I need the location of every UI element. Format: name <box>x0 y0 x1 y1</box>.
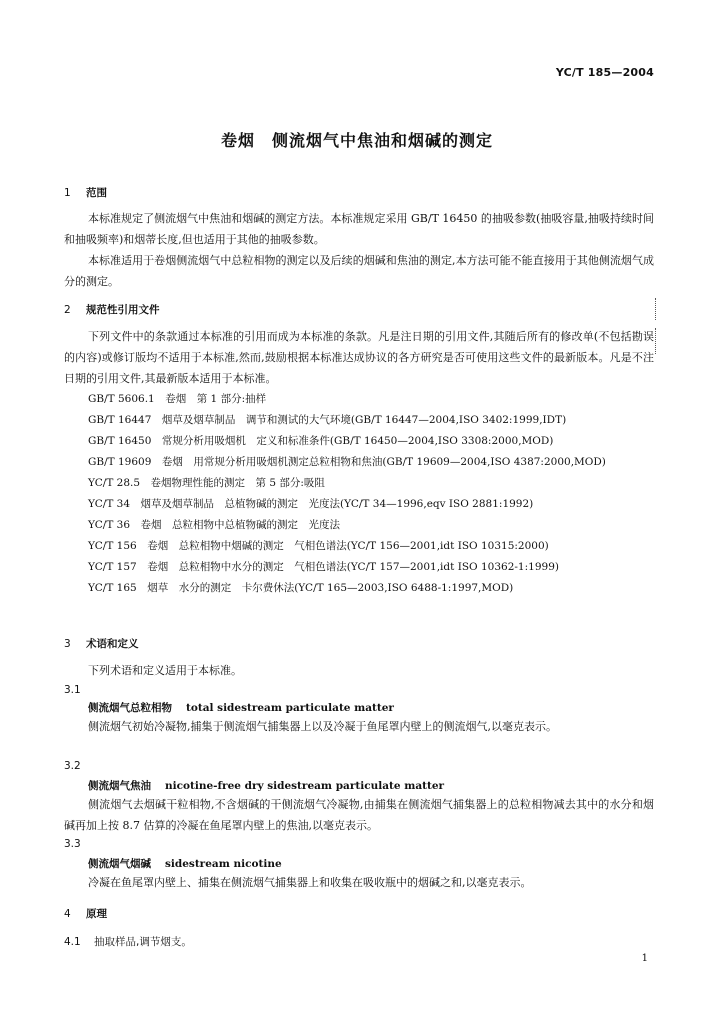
term-definition <box>64 716 654 737</box>
section-title: 规范性引用文件 <box>86 304 160 316</box>
section-number: 1 <box>64 187 71 199</box>
reference-item: YC/T 165 烟草 水分的测定 卡尔费休法(YC/T 165—2003,ISO 6488-1:1997,MOD) <box>88 582 514 594</box>
section-title: 原理 <box>86 908 107 920</box>
section-number: 3 <box>64 638 71 650</box>
term-heading <box>88 778 444 793</box>
document-title: 卷烟 侧流烟气中焦油和烟碱的测定 <box>220 131 493 150</box>
paragraph: 下列文件中的条款通过本标准的引用而成为本标准的条款。凡是注日期的引用文件,其随后所有的修改单(不包括勘误的内容)或修订版均不适用于本标准,然而,鼓励根据本标准达成协议的各方研究是否可使用这些文件的最新版本。凡是不注日期的引用文件,其最新版本适用于本标准。 <box>64 330 654 385</box>
term-en: total sidestream particulate matter <box>186 702 394 714</box>
term-number: 3.3 <box>64 838 81 850</box>
reference-item: YC/T 28.5 卷烟物理性能的测定 第 5 部分:吸阻 <box>88 477 325 489</box>
section-1-body <box>64 208 654 292</box>
section-1-heading <box>64 185 107 200</box>
section-number: 4 <box>64 908 71 920</box>
reference-item: GB/T 16450 常规分析用吸烟机 定义和标准条件(GB/T 16450—2004,ISO 3308:2000,MOD) <box>88 435 554 447</box>
paragraph: 本标准规定了侧流烟气中焦油和烟碱的测定方法。本标准规定采用 GB/T 16450 的抽吸参数(抽吸容量,抽吸持续时间和抽吸频率)和烟蒂长度,但也适用于其他的抽吸参数。 <box>64 212 654 246</box>
paragraph: 冷凝在鱼尾罩内壁上、捕集在侧流烟气捕集器上和收集在吸收瓶中的烟碱之和,以毫克表示。 <box>88 876 532 889</box>
reference-item: YC/T 34 烟草及烟草制品 总植物碱的测定 光度法(YC/T 34—1996,eqv ISO 2881:1992) <box>88 498 534 510</box>
section-4-heading <box>64 906 107 921</box>
term-cn: 侧流烟气焦油 <box>88 780 151 792</box>
subsection-text: 抽取样品,调节烟支。 <box>94 936 192 948</box>
section-3-intro <box>64 660 654 681</box>
section-number: 2 <box>64 304 71 316</box>
section-3-heading <box>64 636 139 651</box>
reference-item: YC/T 157 卷烟 总粒相物中水分的测定 气相色谱法(YC/T 157—2001,idt ISO 10362-1:1999) <box>88 561 559 573</box>
term-number: 3.2 <box>64 760 81 772</box>
standard-code: YC/T 185—2004 <box>555 66 654 79</box>
term-en: nicotine-free dry sidestream particulate matter <box>165 780 445 792</box>
subsection-number: 4.1 <box>64 936 81 948</box>
page-number: 1 <box>641 953 648 964</box>
margin-mark <box>653 298 656 320</box>
term-heading <box>88 700 394 715</box>
section-title: 范围 <box>86 187 107 199</box>
subsection-4-1 <box>64 934 192 949</box>
paragraph: 侧流烟气初始冷凝物,捕集于侧流烟气捕集器上以及冷凝于鱼尾罩内壁上的侧流烟气,以毫克表示。 <box>88 720 557 733</box>
reference-list <box>64 389 654 599</box>
section-2-intro <box>64 326 654 389</box>
term-definition <box>64 872 654 893</box>
term-heading <box>88 856 282 871</box>
reference-item: YC/T 156 卷烟 总粒相物中烟碱的测定 气相色谱法(YC/T 156—2001,idt ISO 10315:2000) <box>88 540 549 552</box>
paragraph: 本标准适用于卷烟侧流烟气中总粒相物的测定以及后续的烟碱和焦油的测定,本方法可能不能直接用于其他侧流烟气成分的测定。 <box>64 254 654 288</box>
term-cn: 侧流烟气烟碱 <box>88 858 151 870</box>
term-en: sidestream nicotine <box>165 858 282 870</box>
section-2-heading <box>64 302 160 317</box>
term-cn: 侧流烟气总粒相物 <box>88 702 172 714</box>
reference-item: GB/T 16447 烟草及烟草制品 调节和测试的大气环境(GB/T 16447—2004,ISO 3402:1999,IDT) <box>88 414 567 426</box>
term-number: 3.1 <box>64 684 81 696</box>
reference-item: GB/T 19609 卷烟 用常规分析用吸烟机测定总粒相物和焦油(GB/T 19609—2004,ISO 4387:2000,MOD) <box>88 456 606 468</box>
paragraph: 下列术语和定义适用于本标准。 <box>88 664 242 677</box>
reference-item: GB/T 5606.1 卷烟 第 1 部分:抽样 <box>88 393 267 405</box>
margin-mark <box>653 328 656 354</box>
paragraph: 侧流烟气去烟碱干粒相物,不含烟碱的干侧流烟气冷凝物,由捕集在侧流烟气捕集器上的总粒相物减去其中的水分和烟碱再加上按 8.7 估算的冷凝在鱼尾罩内壁上的焦油,以毫克表示。 <box>64 798 654 832</box>
section-title: 术语和定义 <box>86 638 139 650</box>
term-definition <box>64 794 654 836</box>
reference-item: YC/T 36 卷烟 总粒相物中总植物碱的测定 光度法 <box>88 519 341 531</box>
